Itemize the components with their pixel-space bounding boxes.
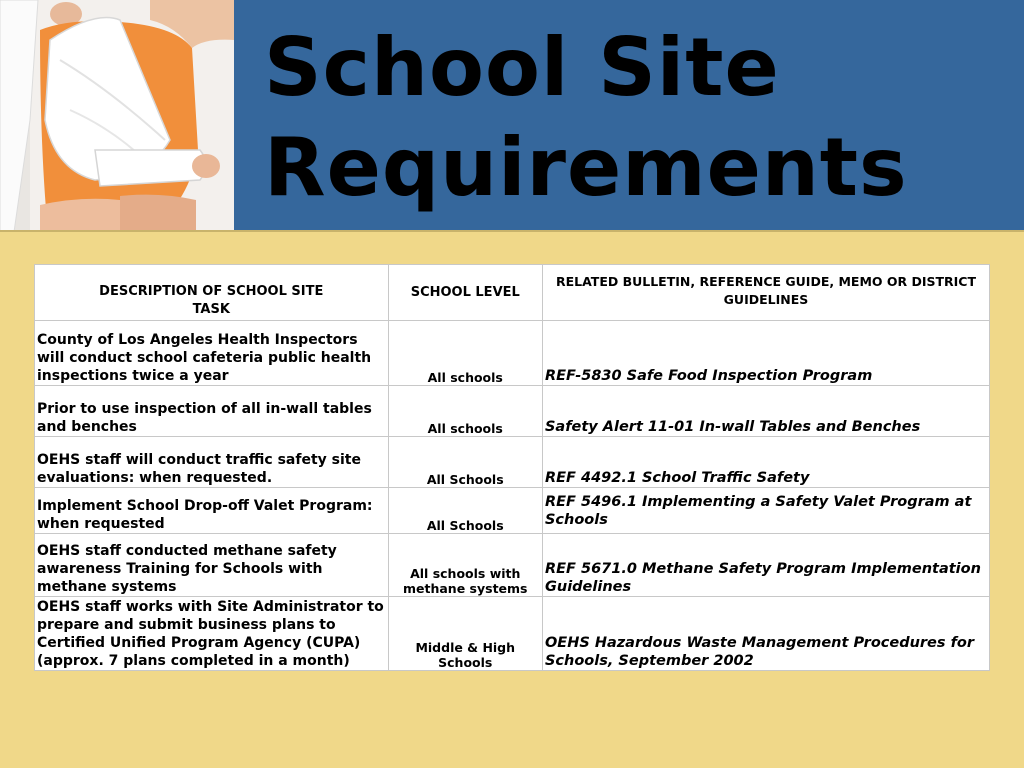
header-description xyxy=(35,265,389,321)
row-school-level: All Schools xyxy=(388,488,542,534)
sling-photo-illustration xyxy=(0,0,234,232)
row-school-level: All schools xyxy=(388,321,542,386)
row-description: OEHS staff will conduct traffic safety site evaluations: when requested. xyxy=(35,437,389,488)
header-reference: RELATED BULLETIN, REFERENCE GUIDE, MEMO OR DISTRICT GUIDELINES xyxy=(542,265,989,321)
table-row xyxy=(35,386,990,437)
header-divider xyxy=(0,230,1024,232)
row-reference: REF-5830 Safe Food Inspection Program xyxy=(542,321,989,386)
row-description: Prior to use inspection of all in-wall tables and benches xyxy=(35,386,389,437)
row-reference: OEHS Hazardous Waste Management Procedures for Schools, September 2002 xyxy=(542,597,989,671)
row-description: OEHS staff works with Site Administrator to prepare and submit business plans to Certified Unified Program Agency (CUPA) (approx. 7 plans completed in a month) xyxy=(35,597,389,671)
row-description: County of Los Angeles Health Inspectors will conduct school cafeteria public health inspections twice a year xyxy=(35,321,389,386)
slide-title-line-1: School Site xyxy=(264,21,780,114)
table-row xyxy=(35,597,990,671)
injured-arm-sling-photo xyxy=(0,0,234,232)
row-reference: REF 5671.0 Methane Safety Program Implementation Guidelines xyxy=(542,534,989,597)
row-reference: Safety Alert 11-01 In-wall Tables and Benches xyxy=(542,386,989,437)
row-description: OEHS staff conducted methane safety awareness Training for Schools with methane systems xyxy=(35,534,389,597)
row-school-level: Middle & High Schools xyxy=(388,597,542,671)
table-row xyxy=(35,437,990,488)
slide-title xyxy=(264,18,908,218)
row-reference: REF 5496.1 Implementing a Safety Valet Program at Schools xyxy=(542,488,989,534)
table-row xyxy=(35,534,990,597)
table-row xyxy=(35,321,990,386)
header-school-level: SCHOOL LEVEL xyxy=(388,265,542,321)
row-school-level: All Schools xyxy=(388,437,542,488)
row-reference: REF 4492.1 School Traffic Safety xyxy=(542,437,989,488)
row-description: Implement School Drop-off Valet Program: when requested xyxy=(35,488,389,534)
school-site-task-table xyxy=(34,264,990,671)
table-row xyxy=(35,488,990,534)
header-description-label: DESCRIPTION OF SCHOOL SITE TASK xyxy=(99,283,324,317)
table-header-row xyxy=(35,265,990,321)
row-school-level: All schools with methane systems xyxy=(388,534,542,597)
row-school-level: All schools xyxy=(388,386,542,437)
slide-title-line-2: Requirements xyxy=(264,121,908,214)
